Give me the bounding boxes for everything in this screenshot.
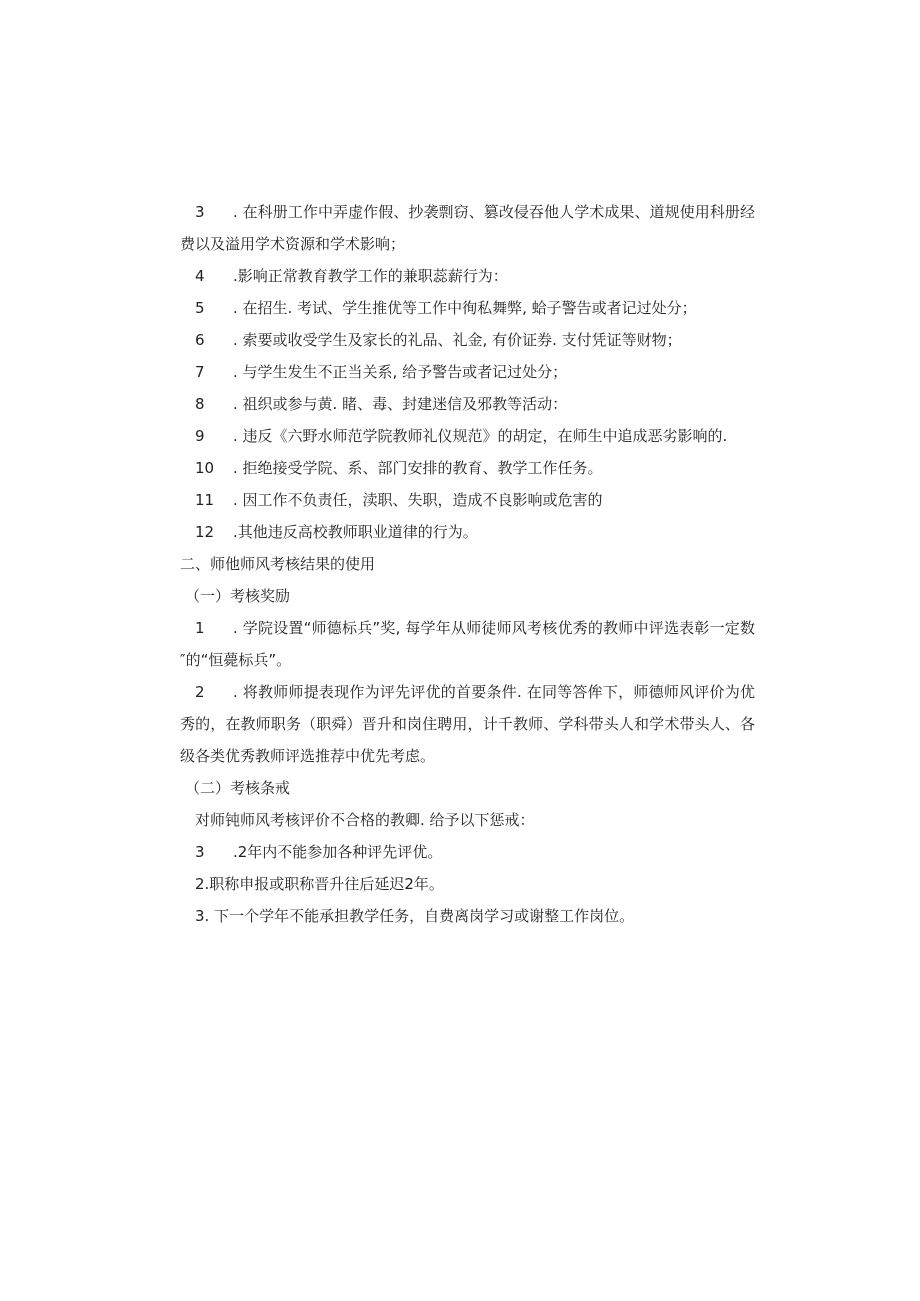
paragraph-text: . 将教师师提表现作为评先评优的首要条件. 在同等答侔下，师德师风评价为优: [233, 683, 755, 701]
paragraph-text: . 学院设置“师德标兵”奖, 每学年从师徒师风考核优秀的教师中评选表彰一定数: [233, 619, 755, 637]
item-text: . 索要或收受学生及家长的礼品、礼金, 有价证券. 支付凭证等财物；: [233, 331, 682, 349]
item-text: . 因工作不负责任，渎职、失职，造成不良影响或危害的: [233, 491, 603, 509]
list-item: [195, 266, 755, 286]
item-text: . 在招生. 考试、学生推优等工作中徇私舞弊, 蛤子警告或者记过处分；: [233, 299, 697, 317]
reward-paragraph: [195, 682, 755, 702]
item-number: 1: [195, 619, 205, 637]
item-number: 9: [195, 427, 205, 445]
list-item: [195, 298, 755, 318]
penalty-item: [195, 842, 755, 862]
item-number: 4: [195, 267, 205, 285]
item-number: 12: [195, 523, 215, 541]
item-text: . 祖织或参与黄. 睹、毒、封建迷信及邪教等活动：: [233, 395, 568, 413]
list-item: [195, 394, 755, 414]
item-number: 11: [195, 491, 215, 509]
item-number: 3: [195, 843, 205, 861]
penalty-item: 3. 下一个学年不能承担教学任务，自费离岗学习或谢整工作岗位。: [195, 907, 635, 925]
list-item-continuation: 费以及溢用学术资源和学术影响；: [180, 235, 406, 253]
list-item: [195, 522, 755, 542]
subsection-heading: （一）考核奖励: [185, 587, 291, 605]
item-text: . 拒绝接受学院、系、部门安排的教育、教学工作任务。: [233, 459, 603, 477]
subsection-heading: （二）考核条戒: [185, 779, 291, 797]
list-item: [195, 458, 755, 478]
penalty-item: 2.职称申报或职称晋升往后延迟2年。: [195, 875, 444, 893]
section-heading: 二、师他师风考核结果的使用: [180, 555, 376, 573]
item-number: 6: [195, 331, 205, 349]
item-number: 3: [195, 203, 205, 221]
list-item: [195, 202, 755, 222]
item-text: .影响正常教育教学工作的兼职蕊薪行为：: [233, 267, 508, 285]
item-text: . 与学生发生不正当关系, 给予警告或者记过处分；: [233, 363, 568, 381]
item-number: 5: [195, 299, 205, 317]
paragraph-continuation: 级各类优秀教师评选推荐中优先考虑。: [180, 747, 436, 765]
paragraph-continuation: ″的“恒薨标兵”。: [180, 651, 292, 669]
paragraph-continuation: 秀的，在教师职务（职舜）晋升和岗住聘用，计千教师、学科带头人和学术带头人、各: [180, 715, 755, 733]
item-text: .其他违反高校教师职业道律的行为。: [233, 523, 478, 541]
item-number: 2: [195, 683, 205, 701]
item-number: 10: [195, 459, 215, 477]
list-item: [195, 490, 755, 510]
item-number: 7: [195, 363, 205, 381]
intro-text: 对师钝师风考核评价不合格的教卿. 给予以下惩戒：: [195, 811, 535, 829]
item-text: . 违反《六野水师范学院教师礼仪规范》的胡定，在师生中追成恶劣影响的.: [233, 427, 728, 445]
item-text: . 在科册工作中弄虚作假、抄袭剽窃、篡改侵吞他人学术成果、道规使用科册经: [233, 203, 755, 221]
item-number: 8: [195, 395, 205, 413]
list-item: [195, 330, 755, 350]
reward-paragraph: [195, 618, 755, 638]
penalty-text: .2年内不能参加各种评先评优。: [233, 843, 443, 861]
list-item: [195, 426, 755, 446]
list-item: [195, 362, 755, 382]
